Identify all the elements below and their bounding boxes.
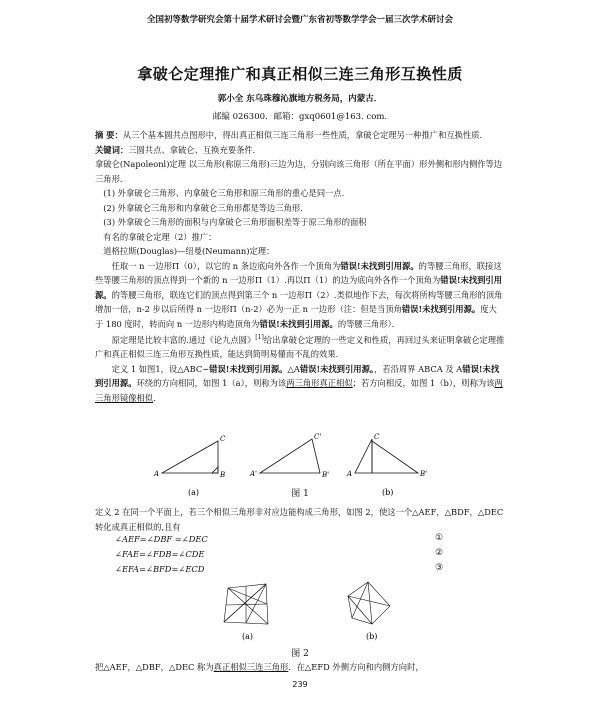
paper-title: 拿破仑定理推广和真正相似三连三角形互换性质 [137,65,463,83]
running-header: 全国初等数学研究会第十届学术研讨会暨广东省初等数学学会一届三次学术研讨会 [146,15,453,25]
figure-1a-triangle [162,439,320,473]
keywords-label: 关键词： [95,144,129,155]
page-number: 239 [292,680,308,689]
abstract-text: 从三个基本圆共点图形中，得出真正相似三连三角形一些性质，拿破仑定理另一种推广和互换性质． [122,130,488,140]
item-2: (2) 外拿破仑三角形和内拿破仑三角形都是等边三角形． [103,202,309,213]
intro-paragraph: 拿破仑(Napoleonl)定理 以三角形(称原三角形)三边为边，分别向该三角形（所在平面）形外侧和形内侧作等边三角形． [95,159,503,184]
definition-2: 定义 2 在同一个平面上，若三个相似三角形非对应边能构成三角形，如图 2，使这一个△AEF，△BDF，△DEC 转化成真正相似的,且有 [95,507,504,532]
figure-2a-diagram [224,584,268,624]
author-line: 郭小全 东乌珠穆沁旗地方税务局，内蒙古． [217,94,383,104]
figure-2 [210,578,410,642]
dn-theorem-title: 道格拉斯(Douglas)—纽曼(Neumann)定理： [103,246,275,256]
equation-2: ∠FAE=∠FDB=∠CDE [115,549,205,559]
label-B: B [220,471,226,479]
equation-2-number: ② [435,548,444,558]
label-b-B1: B' [420,470,428,478]
equation-1-number: ① [435,533,444,543]
label-A: A [154,470,160,478]
abstract-label: 摘 要： [95,130,123,140]
equation-1: ∠AEF=∠DBF =∠DEC [115,534,208,544]
fig2-sub-a: (a) [242,632,254,641]
label-B1: B' [322,471,330,479]
fig1-sub-b: (b) [382,488,394,497]
figure-2b-diagram [348,582,390,624]
label-C1: C' [314,433,322,441]
label-C: C [220,435,226,443]
closing-paragraph: 把△AEF，△DBF，△DEC 称为真正相似三连三角形．在△EFD 外侧方向和内侧方向时， [95,662,424,672]
equation-3: ∠EFA=∠BFD=∠ECD [115,564,205,574]
label-b-C: C [374,433,380,441]
original-theorem-paragraph: 原定理是比较丰富的.通过《论九点圆》[1]给出拿破仑定理的一些定义和性质，再回过头来证明拿破仑定理推广和真正相似三连三角形互换性质，能达到简明易懂而不乱的效果． [95,334,505,360]
item-4: 有名的拿破仑定理（2）推广： [103,231,217,242]
label-b-A: A [347,470,353,478]
keywords-text: 三圆共点、拿破仑、互换充要条件． [128,144,261,155]
label-A1: A' [250,470,257,478]
item-3: (3) 外拿破仑三角形的面积与内拿破仑三角形面积差等于原三角形的面积 [103,217,367,227]
dn-theorem-body: 任取一 n 一边形Π（0），以它的 n 条边底向外各作一个顶角为错误!未找到引用源。的等腰三角形，联接这些等腰三角形的顶点得到一个新的 n 一边形Π（1）.再以Π（1）的边为底向外各作一个顶角为错误!未找到引用源。的等腰三角形，联连它们的顶点得到第三个 n 一边形Π（2）.类似地作下去，每次将所构等腰三角形的顶角增加一倍，n-2 步以后所得 n 一边形Π（n-2）必为一正 n 一边形（注：但是当顶角错误!未找到引用源。度大于 180 度时，转而向 n 一边形内构造顶角为错误!未找到引用源。的等腰三角形）． [95,260,503,329]
fig2-sub-b: (b) [366,632,378,641]
abstract-block [95,128,505,405]
figure-2-caption: 图 2 [291,649,309,659]
figure-1-caption: 图 1 [291,489,309,499]
definition-1: 定义 1 如图1，设△ABC∽错误!未找到引用源。△A错误!未找到引用源。，若沿周界 ABCA 及 A错误!未找到引用源。环绕的方向相同，如图 1（a），则称为该两三角形真正相似；若方向相反，如图 1（b），则称为该两三角形镜像相似． [95,363,503,403]
equation-3-number: ③ [435,563,444,573]
item-1: (1) 外拿破仑三角形、内拿破仑三角形和原三角形的重心是同一点． [103,188,351,198]
fig1-sub-a: (a) [188,488,200,497]
figure-1b-triangle [355,439,418,473]
email-line: 邮编 026300．邮箱：gxq0601@163. com. [212,112,388,122]
